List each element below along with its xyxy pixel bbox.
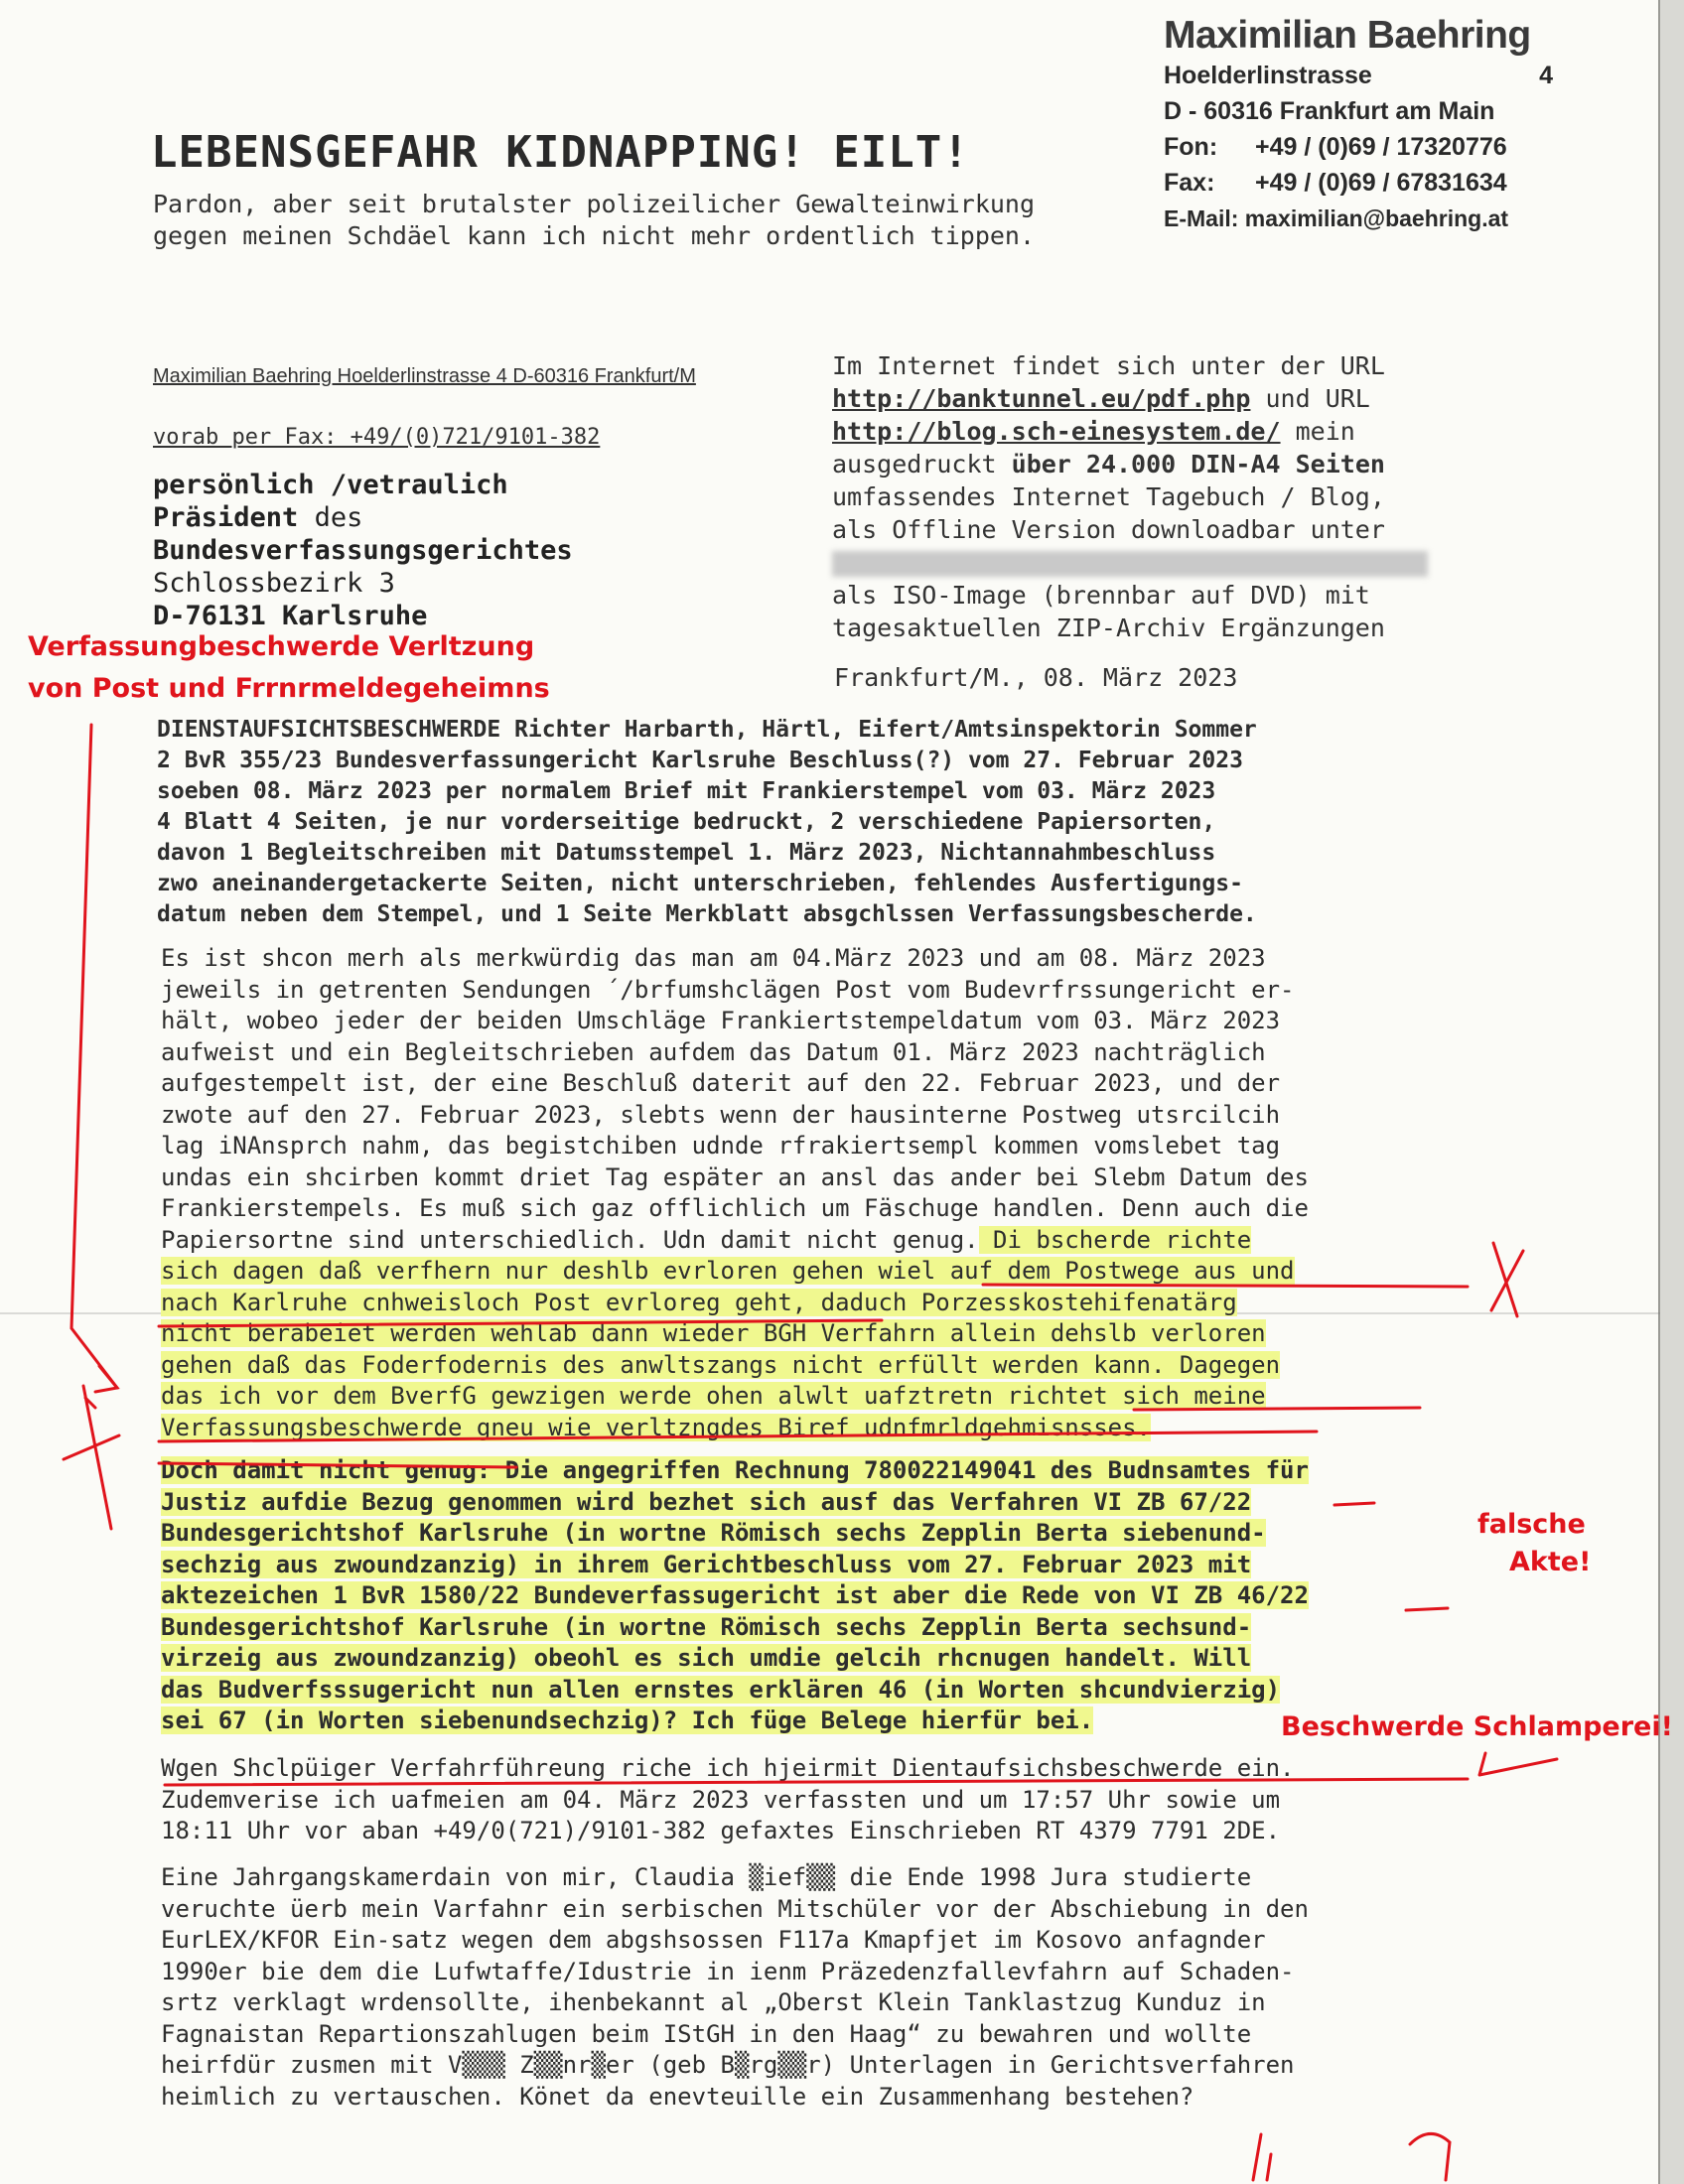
text-line: Wgen Shclpüiger Verfahrführeung riche ich hjeirmit Dientaufsichsbeschwerde ein. (161, 1754, 1295, 1782)
cross-mark (64, 1386, 119, 1529)
text-line: aufgestempelt ist, der eine Beschluß daterit auf den 22. Februar 2023, und der (161, 1069, 1281, 1097)
pardon-line: gegen meinen Schdäel kann ich nicht mehr ordentlich tippen. (153, 221, 1036, 250)
text-line: Fagnaistan Repartionszahlugen beim IStGH in den Haag“ zu bewahren und wollte (161, 2019, 1252, 2048)
highlighted-text: Doch damit nicht genug: Die angegriffen Rechnung 780022149041 des Budnsamtes für (161, 1456, 1309, 1484)
text-line: undas ein shcirben kommt driet Tag espäter an ansl das ander bei Slebm Datum des (161, 1162, 1309, 1191)
underline (1134, 1408, 1420, 1410)
text-line: srtz verklagt wrdensollte, ihenbekannt al „Oberst Klein Tanklastzug Kunduz in (161, 1988, 1266, 2016)
internet-line: Im Internet findet sich unter der URL (832, 351, 1385, 380)
handwritten-annotation: von Post und Frrnrmeldegeheimns (28, 673, 550, 704)
internet-line: http://blog.sch-einesystem.de/ mein (832, 417, 1355, 446)
underline (159, 1432, 1317, 1441)
internet-line: als ISO-Image (brennbar auf DVD) mit (832, 581, 1370, 610)
sender-fax: Fax: +49 / (0)69 / 67831634 (1164, 169, 1507, 197)
subject-line: soeben 08. März 2023 per normalem Brief mit Frankierstempel vom 03. März 2023 (157, 778, 1216, 804)
text-line: aufweist und ein Begleitschrieben aufdem das Datum 01. März 2023 nachträglich (161, 1037, 1266, 1066)
signature-mark (1253, 2133, 1450, 2180)
underline (159, 1320, 882, 1326)
highlighted-text: Verfassungsbeschwerde gneu wie verltzngdes Biref udnfmrldgehmisnsses. (161, 1413, 1151, 1441)
text-line: veruchte üerb mein Varfahnr ein serbischen Mitschüler vor der Abschiebung in den (161, 1894, 1309, 1923)
sender-email: E-Mail: maximilian@baehring.at (1164, 205, 1509, 231)
highlighted-text: virzeig aus zwoundzanzig) obeohl es sich umdie gelcih rhcnugen handelt. Will (161, 1644, 1252, 1672)
sender-city: D - 60316 Frankfurt am Main (1164, 97, 1495, 125)
recipient-line: persönlich /vetraulich (153, 470, 508, 500)
highlighted-text: nicht berabeiet werden wehlab dann wieder BGH Verfahrn allein dehslb verloren (161, 1319, 1266, 1347)
letter-date: Frankfurt/M., 08. März 2023 (834, 663, 1238, 692)
highlighted-text: Justiz aufdie Bezug genommen wird bezhet sich ausf das Verfahren VI ZB 67/22 (161, 1487, 1252, 1516)
underline (983, 1285, 1468, 1287)
highlighted-text: Bundesgerichtshof Karlsruhe (in wortne Römisch sechs Zepplin Berta sechsund- (161, 1612, 1252, 1641)
headline: LEBENSGEFAHR KIDNAPPING! EILT! (151, 127, 970, 178)
handwritten-annotation: Akte! (1509, 1547, 1592, 1577)
recipient-line: D-76131 Karlsruhe (153, 601, 428, 631)
highlighted-text: Di bscherde richte (978, 1225, 1252, 1254)
text-line: Eine Jahrgangskamerdain von mir, Claudia ▒ief▒▒ die Ende 1998 Jura studierte (161, 1863, 1252, 1891)
underline (165, 1779, 1468, 1785)
subject-line: datum neben dem Stempel, und 1 Seite Merkblatt absgchlssen Verfassungsbescherde. (157, 901, 1257, 927)
text-line: EurLEX/KFOR Ein-satz wegen dem abgshsossen F117a Kmapfjet im Kosovo anfagnder (161, 1926, 1266, 1954)
text-line: Papiersortne sind unterschiedlich. Udn damit nicht genug. Di bscherde richte (161, 1225, 1252, 1254)
internet-line: http://banktunnel.eu/pdf.php und URL (832, 384, 1370, 413)
subject-line: DIENSTAUFSICHTSBESCHWERDE Richter Harbarth, Härtl, Eifert/Amtsinspektorin Sommer (157, 717, 1257, 743)
arrow-line (71, 725, 117, 1388)
text-line: lag iNAnsprch nahm, das begistchiben udnde rfrakiertsempl kommen vomslebet tag (161, 1132, 1281, 1160)
text-line: Es ist shcon merh als merkwürdig das man am 04.März 2023 und am 08. März 2023 (161, 944, 1266, 972)
text-line: Zudemverise ich uafmeien am 04. März 2023 verfassten und um 17:57 Uhr sowie um (161, 1785, 1281, 1814)
highlighted-text: aktezeichen 1 BvR 1580/22 Bundeverfassugericht ist aber die Rede von VI ZB 46/22 (161, 1581, 1309, 1609)
cross-mark (1491, 1243, 1523, 1316)
recipient-line: Schlossbezirk 3 (153, 568, 395, 599)
text-line: hält, wobeo jeder der beiden Umschläge Frankiertstempeldatum vom 03. März 2023 (161, 1007, 1281, 1034)
recipient-line: Bundesverfassungsgerichtes (153, 535, 573, 566)
underline (159, 1463, 516, 1467)
text-line: heirfdür zusmen mit V▒▒▒ Z▒▒nr▒er (geb B▒rg▒▒r) Unterlagen in Gerichtsverfahren (161, 2051, 1295, 2079)
underline (1406, 1608, 1448, 1610)
sender-fon: Fon: +49 / (0)69 / 17320776 (1164, 133, 1507, 161)
subject-line: 2 BvR 355/23 Bundesverfassungericht Karlsruhe Beschluss(?) vom 27. Februar 2023 (157, 748, 1243, 773)
url-link-blog[interactable]: http://blog.sch-einesystem.de/ (832, 417, 1281, 446)
highlighted-text: Bundesgerichtshof Karlsruhe (in wortne Römisch sechs Zepplin Berta siebenund- (161, 1519, 1266, 1547)
internet-line: ausgedruckt über 24.000 DIN-A4 Seiten (832, 450, 1385, 478)
return-address: Maximilian Baehring Hoelderlinstrasse 4 D-60316 Frankfurt/M (153, 365, 696, 387)
sender-name: Maximilian Baehring (1164, 14, 1531, 57)
handwritten-annotation: Verfassungbeschwerde Verltzung (28, 631, 535, 662)
highlighted-text: sei 67 (in Worten siebenundsechzig)? Ich füge Belege hierfür bei. (161, 1706, 1094, 1734)
page-edge (1658, 0, 1684, 2184)
highlighted-text: sechzig aus zwoundzanzig) in ihrem Gerichtbeschluss vom 27. Februar 2023 mit (161, 1550, 1252, 1578)
text-line: 1990er bie dem die Lufwtaffe/Idustrie in ienm Präzedenzfallevfahrn auf Schaden- (161, 1957, 1295, 1985)
internet-line: tagesaktuellen ZIP-Archiv Ergänzungen (832, 614, 1385, 642)
highlighted-text: das ich vor dem BverfG gewzigen werde ohen alwlt uafztretn richtet sich meine (161, 1382, 1266, 1410)
arrow-head (95, 1366, 117, 1392)
fax-note: vorab per Fax: +49/(0)721/9101-382 (153, 425, 601, 450)
text-line: zwote auf den 27. Februar 2023, slebts wenn der hausinterne Postweg utsrcilcih (161, 1100, 1281, 1129)
handwritten-annotation: Beschwerde Schlamperei! (1281, 1711, 1673, 1742)
text-line: jeweils in getrenten Sendungen ´/brfumshclägen Post vom Budevrfrssungericht er- (161, 975, 1295, 1004)
arrow-line (1479, 1753, 1557, 1775)
pardon-line: Pardon, aber seit brutalster polizeilicher Gewalteinwirkung (153, 190, 1036, 218)
internet-line: als Offline Version downloadbar unter (832, 515, 1385, 544)
subject-line: 4 Blatt 4 Seiten, je nur vorderseitige bedruckt, 2 verschiedene Papiersorten, (157, 809, 1216, 835)
internet-line: umfassendes Internet Tagebuch / Blog, (832, 482, 1385, 511)
highlighted-text: sich dagen daß verfhern nur deshlb evrloren gehen wiel auf dem Postwege aus und (161, 1257, 1295, 1285)
highlighted-text: nach Karlruhe cnhweisloch Post evrloreg geht, daduch Porzesskostehifenatärg (161, 1288, 1237, 1316)
text-line: 18:11 Uhr vor aban +49/0(721)/9101-382 gefaxtes Einschrieben RT 4379 7791 2DE. (161, 1817, 1281, 1844)
subject-line: zwo aneinandergetackerte Seiten, nicht unterschrieben, fehlendes Ausfertigungs- (157, 871, 1243, 896)
underline (1334, 1503, 1374, 1505)
url-link-banktunnel[interactable]: http://banktunnel.eu/pdf.php (832, 384, 1251, 413)
text-line: Frankierstempels. Es muß sich gaz offlichlich um Fäschuge handlen. Denn auch die (161, 1194, 1309, 1222)
recipient-line: Präsident des (153, 502, 363, 533)
highlighted-text: gehen daß das Foderfodernis des anwltszangs nicht erfüllt werden kann. Dagegen (161, 1350, 1281, 1379)
highlighted-text: das Budverfsssugericht nun allen ernstes erklären 46 (in Worten shcundvierzig) (161, 1675, 1281, 1704)
subject-line: davon 1 Begleitschreiben mit Datumsstempel 1. März 2023, Nichtannahmbeschluss (157, 840, 1216, 866)
handwritten-annotation: falsche (1477, 1509, 1586, 1540)
text-line: heimlich zu vertauschen. Könet da enevteuille ein Zusammenhang bestehen? (161, 2082, 1194, 2111)
sender-street: Hoelderlinstrasse 4 (1164, 62, 1553, 89)
